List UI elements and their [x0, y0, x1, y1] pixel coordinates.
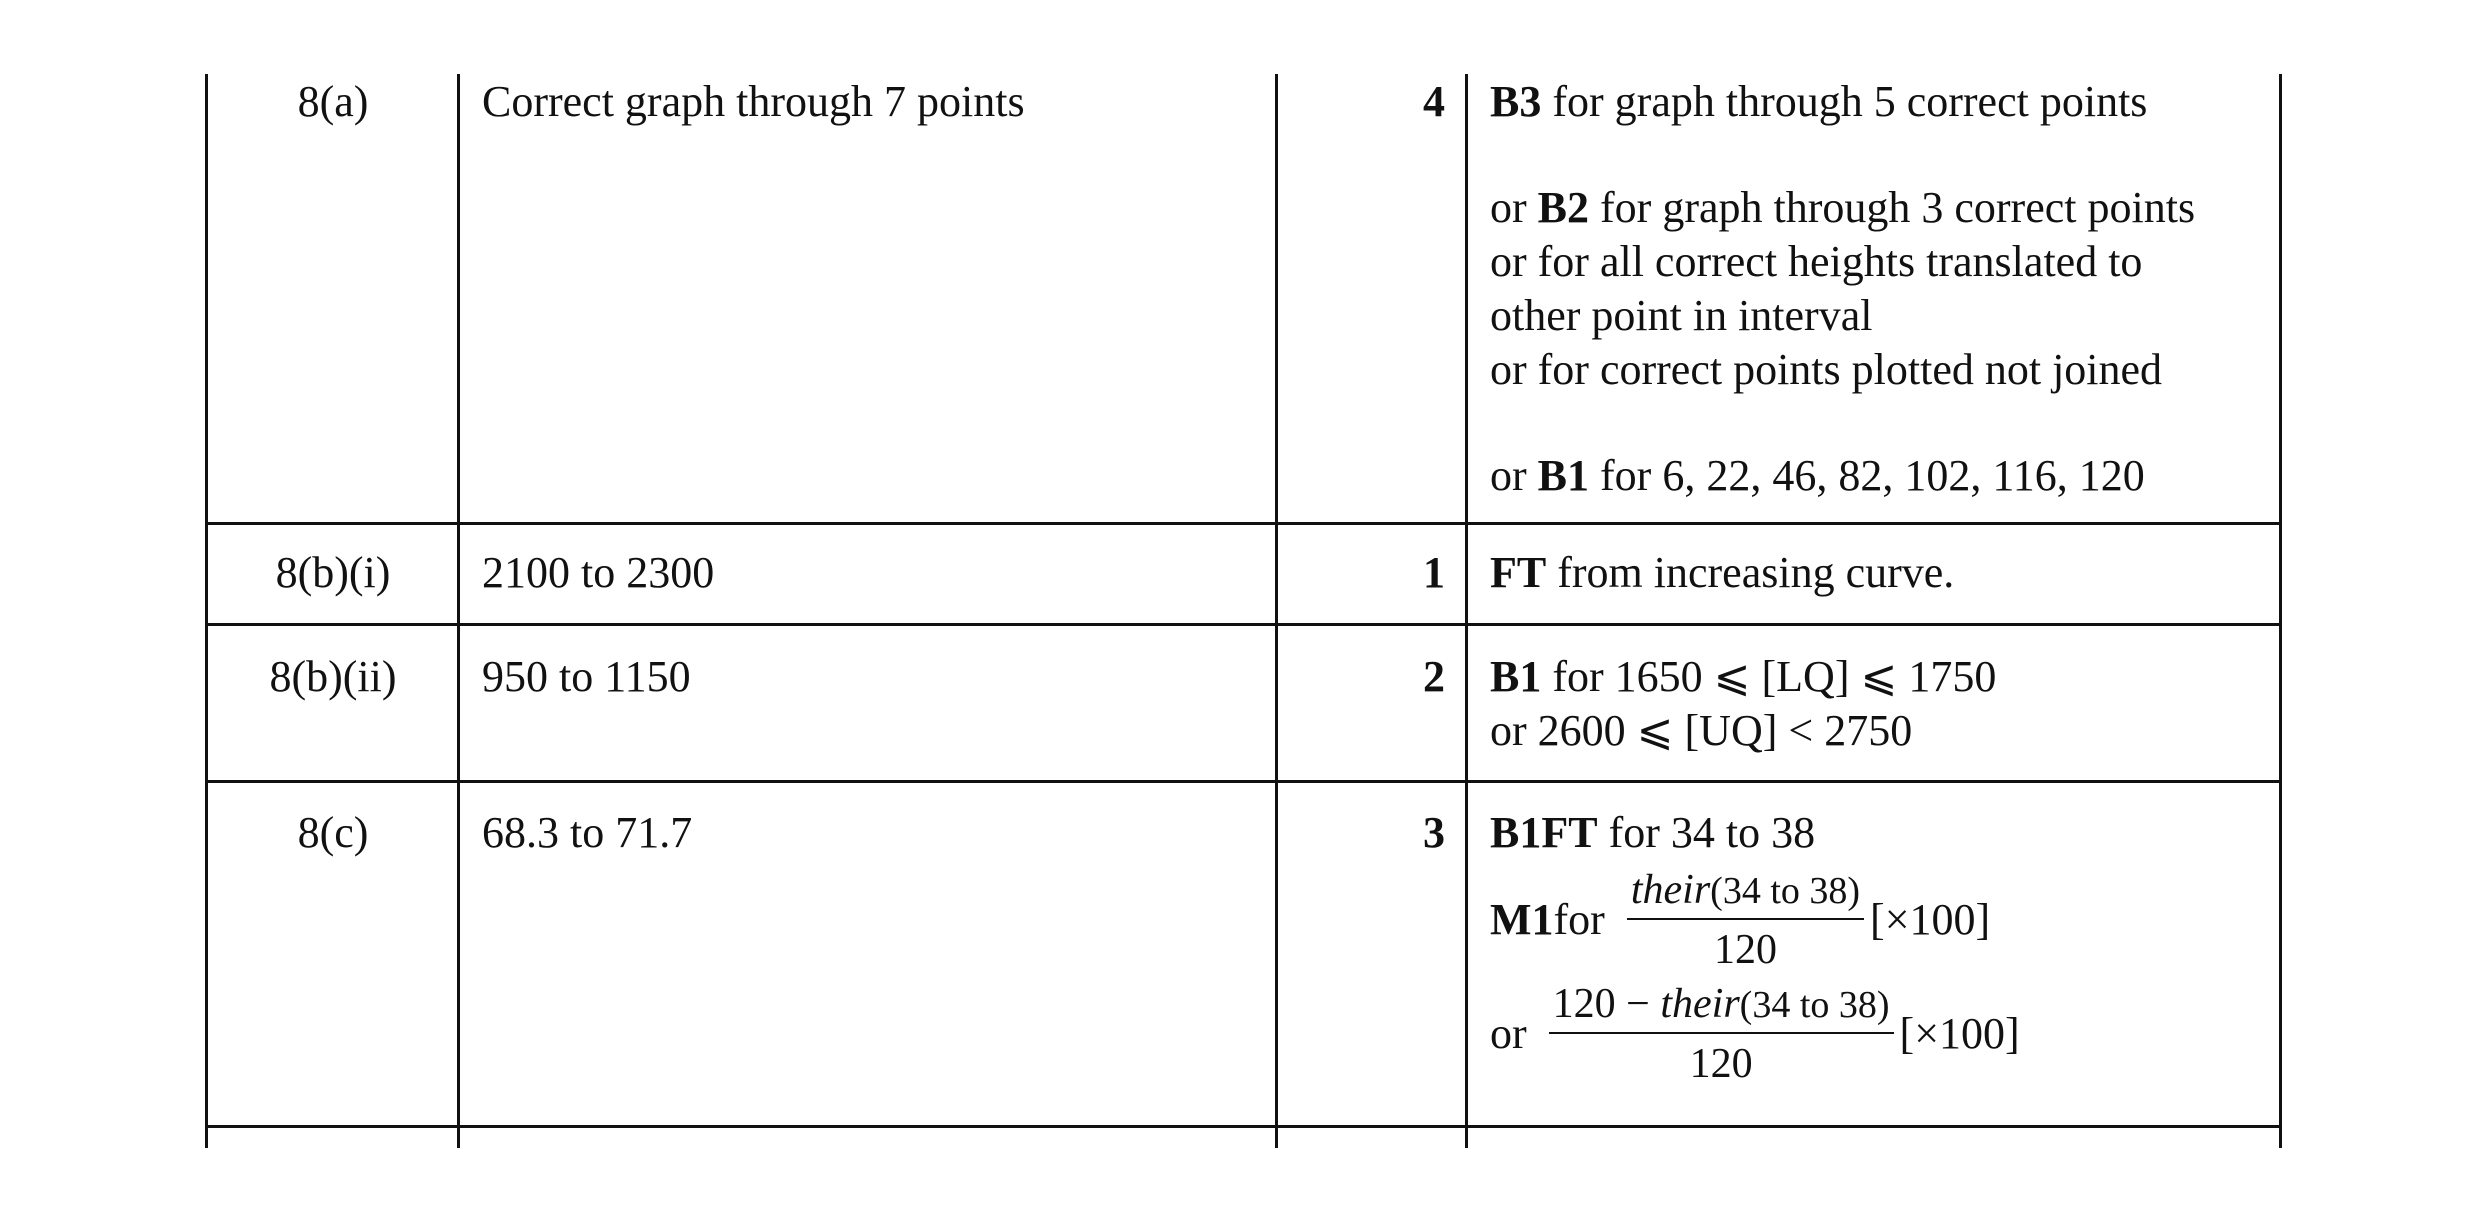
guidance-line: or for all correct heights translated to — [1490, 237, 2143, 286]
guidance-line: or for correct points plotted not joined — [1490, 345, 2163, 394]
question-number: 8(b)(ii) — [269, 652, 397, 701]
marks-value: 3 — [1423, 808, 1445, 857]
guidance-line — [1490, 181, 2290, 235]
column-divider-mark — [1465, 74, 1468, 1148]
guidance-line: other point in interval — [1490, 291, 1873, 340]
question-number: 8(a) — [297, 77, 369, 126]
mark-code: B2 — [1537, 183, 1590, 232]
fraction-line-m1 — [1490, 860, 2290, 980]
fraction-numerator — [1627, 865, 1864, 920]
guidance-line — [1490, 75, 2290, 129]
row-divider-2 — [205, 623, 2279, 626]
guidance-line-text: from increasing curve. — [1546, 548, 1955, 597]
guidance-line-text: for 1650 ⩽ [LQ] ⩽ 1750 — [1541, 652, 1997, 701]
question-number: 8(b)(i) — [275, 548, 391, 597]
their-label: their — [1660, 980, 1740, 1027]
fraction — [1549, 979, 1894, 1090]
mark-code: FT — [1490, 548, 1547, 597]
mark-code: B3 — [1490, 77, 1542, 126]
answer-text: Correct graph through 7 points — [482, 77, 1025, 126]
guidance-line-text: for 34 to 38 — [1597, 808, 1816, 857]
fraction-line-alt — [1490, 974, 2290, 1094]
mark-code: M1 — [1490, 895, 1554, 944]
answer-text: 68.3 to 71.7 — [482, 808, 693, 857]
guidance-line — [1490, 650, 2290, 704]
guidance-prefix: or — [1490, 183, 1538, 232]
guidance-line — [1490, 449, 2290, 503]
guidance-line-text: for 6, 22, 46, 82, 102, 116, 120 — [1589, 451, 2145, 500]
minuend-text: 120 − — [1552, 980, 1661, 1027]
multiplier-text: [×100] — [1899, 1009, 2020, 1058]
guidance-line — [1490, 806, 2290, 860]
marks-value: 2 — [1423, 652, 1445, 701]
multiplier-text: [×100] — [1870, 895, 1991, 944]
row-divider-4 — [205, 1125, 2279, 1128]
guidance-line-text: for — [1553, 895, 1605, 944]
marks-value: 1 — [1423, 548, 1445, 597]
marks-value: 4 — [1423, 77, 1445, 126]
answer-text: 950 to 1150 — [482, 652, 691, 701]
guidance-line-text: for graph through 5 correct points — [1541, 77, 2148, 126]
fraction-denominator: 120 — [1689, 1040, 1753, 1087]
guidance-prefix: or — [1490, 451, 1538, 500]
guidance-text — [1490, 546, 2290, 600]
guidance-text — [1490, 806, 2290, 1094]
column-divider-left — [205, 74, 208, 1148]
fraction-denominator: 120 — [1713, 926, 1777, 973]
guidance-text — [1490, 650, 2290, 758]
row-divider-3 — [205, 780, 2279, 783]
mark-code: B1FT — [1490, 808, 1598, 857]
line-gap — [1490, 129, 2290, 181]
guidance-line-text: for graph through 3 correct points — [1589, 183, 2196, 232]
guidance-prefix: or — [1490, 1009, 1527, 1058]
question-number: 8(c) — [297, 808, 369, 857]
fraction — [1627, 865, 1864, 976]
line-gap — [1490, 397, 2290, 449]
column-divider-answer — [1275, 74, 1278, 1148]
row-divider-1 — [205, 522, 2279, 525]
guidance-line — [1490, 546, 2290, 600]
range-text: (34 to 38) — [1710, 869, 1861, 912]
their-label: their — [1630, 866, 1711, 913]
fraction-numerator — [1549, 979, 1894, 1034]
column-divider-question — [457, 74, 460, 1148]
range-text: (34 to 38) — [1739, 983, 1890, 1026]
answer-text: 2100 to 2300 — [482, 548, 715, 597]
mark-code: B1 — [1490, 652, 1542, 701]
mark-code: B1 — [1537, 451, 1590, 500]
guidance-text — [1490, 75, 2290, 503]
guidance-line: or 2600 ⩽ [UQ] < 2750 — [1490, 706, 1913, 755]
